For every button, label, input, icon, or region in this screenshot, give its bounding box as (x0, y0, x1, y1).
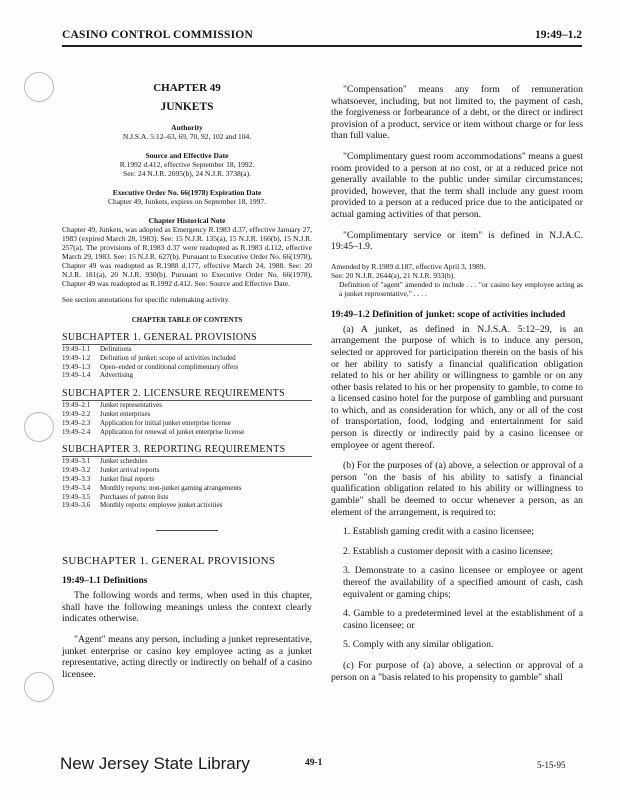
subchapter-heading: SUBCHAPTER 1. GENERAL PROVISIONS (62, 555, 276, 568)
definition-agent: "Agent" means any person, including a junket representative, junket enterprise or casino key employee acting as a junket representative, acting directly or indirectly on behalf of a casino licensee. (62, 633, 312, 680)
amendment-note: Definition of "agent" amended to include . . . "or casino key employee acting as a junket representative," . . . . (339, 279, 583, 298)
toc-item[interactable] (62, 419, 312, 428)
toc-item[interactable] (62, 345, 312, 354)
toc-item-title: Junket final reports (100, 474, 155, 483)
binder-hole-icon (24, 72, 54, 102)
section-divider (156, 530, 218, 531)
toc-item-title: Definitions (100, 345, 132, 353)
binder-hole-icon (24, 672, 54, 702)
page-number: 49-1 (305, 758, 323, 768)
source-line: R.1992 d.412, effective September 18, 1992. (119, 160, 255, 169)
chapter-title: CHAPTER 49 (153, 82, 221, 94)
running-header (62, 29, 582, 47)
toc-title: CHAPTER TABLE OF CONTENTS (131, 316, 243, 324)
toc-item-number: 19:49–2.1 (62, 401, 91, 410)
list-item: 3. Demonstrate to a casino licensee or employee or agent thereof the availability of a specified amount of cash, cash equivalent or gaming chips; (343, 565, 583, 600)
toc-item[interactable] (62, 466, 312, 475)
toc-item[interactable] (62, 401, 312, 410)
paragraph-a: (a) A junket, as defined in N.J.S.A. 5:12–29, is an arrangement the purpose of which is to induce any person, selected or approved for participation therein on the basis of his or her ability to satisfy a financial qualification obligation related to his or her ability or willingness to gamble or on any other basis related to his or her propensity to gamble, to come to a licensed casino hotel for the purpose of gambling and pursuant to which, and as consideration for which, any or all of the cost of transportation, food, lodging and entertainment for said person is directly or indirectly paid by a casino licensee or employee or agent thereof. (331, 323, 583, 451)
paragraph-b: (b) For the purposes of (a) above, a selection or approval of a person "on the basis of his ability to satisfy a financial qualification obligation related to his ability or willingness to gamble" shall be deemed to occur whenever a person, as an element of the arrangement, is required to: (331, 460, 583, 518)
toc-subchapter (62, 388, 312, 436)
toc-item[interactable] (62, 501, 312, 510)
chapter-name: JUNKETS (160, 101, 214, 113)
toc-item-number: 19:49–3.4 (62, 483, 91, 492)
toc-item-number: 19:49–1.4 (62, 371, 91, 380)
definition-complimentary-service: "Complimentary service or item" is defined in N.J.A.C. 19:45–1.9. (331, 229, 583, 253)
executive-order-text: Chapter 49, Junkets, expires on September 18, 1997. (107, 197, 267, 206)
toc-item[interactable] (62, 410, 312, 419)
toc-item-title: Purchases of patron lists (100, 492, 169, 501)
toc-item[interactable] (62, 371, 312, 380)
toc-item[interactable] (62, 354, 312, 363)
toc-item-number: 19:49–1.1 (62, 345, 91, 353)
amendment-note: See: 20 N.J.R. 2644(a), 21 N.J.R. 933(b). (331, 270, 456, 280)
toc-item-number: 19:49–1.3 (62, 362, 91, 371)
toc-item[interactable] (62, 457, 312, 466)
toc-item[interactable] (62, 363, 312, 372)
revision-date: 5-15-95 (537, 760, 566, 770)
toc-item-number: 19:49–3.1 (62, 457, 91, 466)
toc-item-number: 19:49–1.2 (62, 353, 91, 362)
definitions-intro: The following words and terms, when used in this chapter, shall have the following meanings unless the context clearly indicates otherwise. (62, 590, 312, 625)
section-heading: 19:49–1.1 Definitions (62, 576, 148, 587)
executive-order-heading: Executive Order No. 66(1978) Expiration Date (112, 188, 262, 197)
paragraph-c: (c) For purpose of (a) above, a selection or approval of a person on a "basis related to his propensity to gamble" shall (331, 659, 583, 683)
authority-heading: Authority (171, 123, 203, 132)
toc-item[interactable] (62, 428, 312, 437)
toc-item-title: Open–ended or conditional complimentary offers (100, 362, 239, 371)
toc-item-title: Junket representatives (100, 401, 163, 410)
binder-hole-icon (24, 412, 54, 442)
historical-note-text: Chapter 49, Junkets, was adopted as Emergency R.1983 d.37, effective January 27, 1983 (expired March 28, 1983). See: 15 N.J.R. 135(a), 15 N.J.R. 166(b), 15 N.J.R. 257(a). The provisions of R.1983 d.37 were readopted as R.1983 d.112, effective March 29, 1983. See: 15 N.J.R. 627(b). Pursuant to Executive Order No. 66(1978), Chapter 49 was readopted as R.1988 d.177, effective March 24, 1988. See: 20 N.J.R. 181(a), 20 N.J.R. 930(b). Pursuant to Executive Order No. 66(1978), Chapter 49 was readopted as R.1992 d.412. See: Source and Effective Date. (62, 225, 312, 288)
library-stamp: New Jersey State Library (60, 754, 250, 773)
header-section-number: 19:49–1.2 (535, 29, 582, 41)
list-item: 1. Establish gaming credit with a casino licensee; (343, 526, 535, 538)
toc-item-title: Application for renewal of junket enterprise license (100, 427, 245, 436)
toc-item[interactable] (62, 493, 312, 502)
list-item: 5. Comply with any similar obligation. (343, 639, 494, 651)
header-title: CASINO CONTROL COMMISSION (62, 29, 253, 41)
toc-item-title: Definition of junket: scope of activities included (100, 353, 236, 362)
amendment-note: Amended by R.1989 d.187, effective April 3, 1989. (331, 261, 486, 271)
toc-item-number: 19:49–3.2 (62, 466, 91, 475)
toc-item-title: Junket schedules (100, 457, 148, 466)
toc-subchapter-heading: SUBCHAPTER 1. GENERAL PROVISIONS (62, 332, 312, 345)
toc-item-title: Monthly reports: non-junket gaming arrangements (100, 483, 242, 492)
left-column (62, 76, 312, 680)
toc-subchapter (62, 444, 312, 510)
toc-item-title: Advertising (100, 371, 134, 380)
toc-item-title: Junket enterprises (100, 409, 151, 418)
toc-item-number: 19:49–2.2 (62, 409, 91, 418)
toc-item[interactable] (62, 475, 312, 484)
toc-item-number: 19:49–2.4 (62, 427, 91, 436)
list-item: 4. Gamble to a predetermined level at the establishment of a casino licensee; or (343, 608, 583, 631)
right-column (331, 84, 583, 683)
toc-subchapter-heading: SUBCHAPTER 3. REPORTING REQUIREMENTS (62, 444, 312, 457)
toc-item-number: 19:49–3.3 (62, 474, 91, 483)
toc-subchapter (62, 332, 312, 380)
toc-item-number: 19:49–3.5 (62, 492, 91, 501)
toc-item[interactable] (62, 484, 312, 493)
see-section-note: See section annotations for specific rulemaking activity. (62, 295, 231, 304)
toc-item-title: Application for initial junket enterprise license (100, 418, 231, 427)
toc-item-number: 19:49–2.3 (62, 418, 91, 427)
toc-subchapter-heading: SUBCHAPTER 2. LICENSURE REQUIREMENTS (62, 388, 312, 401)
source-line: See: 24 N.J.R. 2695(b), 24 N.J.R. 3738(a). (123, 169, 251, 178)
list-item: 2. Establish a customer deposit with a casino licensee; (343, 545, 554, 557)
toc-item-title: Monthly reports: employee junket activities (100, 501, 223, 510)
toc-item-title: Junket arrival reports (100, 466, 160, 475)
definition-guest-room: "Complimentary guest room accommodations" means a guest room provided to a person at no cost, or at a reduced price not generally available to the public under similar circumstances; provided, however, that the term shall include any guest room provided to a person at a reduced price due to the anticipated or actual gaming activities of that person. (331, 150, 583, 220)
definition-compensation: "Compensation" means any form of remuneration whatsoever, including, but not limited to, the payment of cash, the forgiveness or forbearance of a debt, or the direct or indirect provision of a product, service or item without charge or for less than full value. (331, 84, 583, 142)
section-heading: 19:49–1.2 Definition of junket: scope of activities included (331, 309, 566, 320)
toc-item-number: 19:49–3.6 (62, 501, 91, 510)
historical-note-heading: Chapter Historical Note (148, 216, 226, 225)
source-heading: Source and Effective Date (145, 151, 229, 160)
authority-text: N.J.S.A. 5:12–63, 69, 70, 92, 102 and 104. (122, 132, 252, 141)
